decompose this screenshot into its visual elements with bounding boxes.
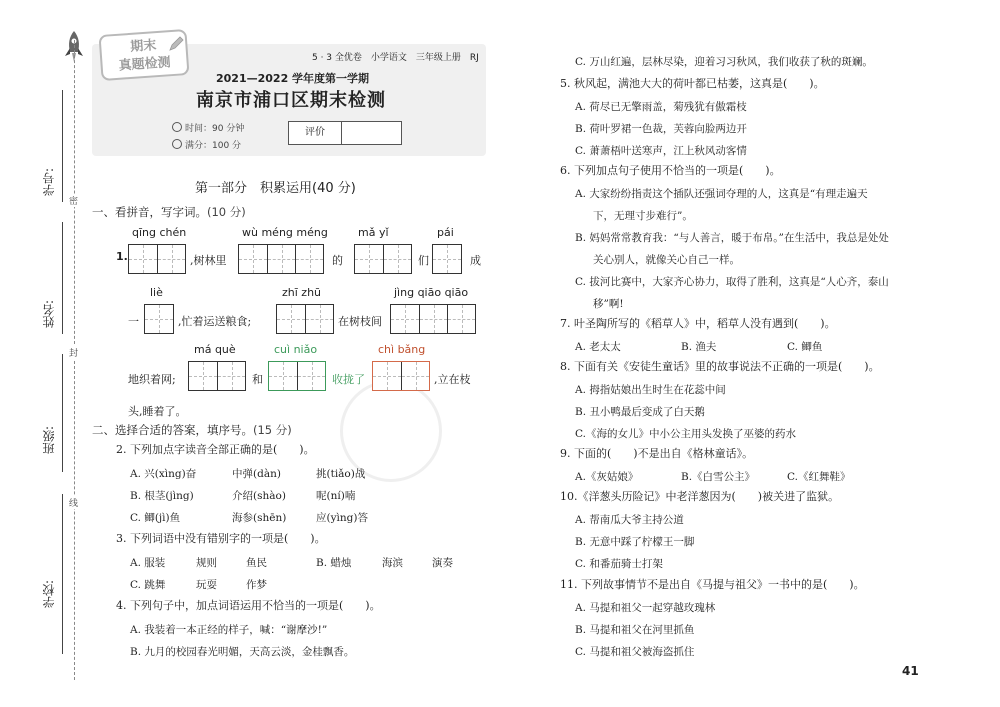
q2-option: B. 根茎(jìng) [130,490,194,502]
q6-option: C. 拔河比赛中，大家齐心协力，取得了胜利，这真是“人心齐，泰山 [575,276,889,288]
q3-stem: 3. 下列词语中没有错别字的一项是( )。 [116,532,326,545]
q10-option: C. 和番茄骑士打架 [575,558,663,570]
badge-line-1: 期末 [129,38,157,55]
name-line [62,222,63,334]
q2-option: 应(yìng)答 [316,512,368,524]
pinyin-pai: pái [437,226,454,239]
student-id-line [62,90,63,202]
q8-option: C.《海的女儿》中小公主用头发换了巫婆的药水 [575,428,796,440]
q7-stem: 7. 叶圣陶所写的《稻草人》中，稻草人没有遇到( )。 [560,317,836,330]
q2-option: 介绍(shào) [232,490,286,502]
seal-mark-xian: 线 [69,496,78,509]
q5-option: C. 萧萧梧叶送寒声，江上秋风动客情 [575,145,747,157]
q6-option: 移”啊! [593,298,624,310]
section2-points: (15 分) [253,423,292,437]
q2-option: 挑(tiǎo)战 [316,468,366,480]
pinyin-jingqiaoqiao: jìng qiāo qiāo [394,286,469,299]
q7-option: B. 渔夫 [681,341,717,353]
q1-number-text: 1. [116,250,128,263]
q3-option: 规则 [196,557,217,569]
exam-time-text: 时间：90 分钟 [185,124,245,134]
q9-option: A.《灰姑娘》 [575,471,639,483]
q6-option: 下，无理寸步难行”。 [593,210,693,222]
q2-option: 呢(ní)喃 [316,490,356,502]
pinyin-wumengmeng: wù méng méng [242,226,328,239]
q4-option: C. 万山红遍，层林尽染，迎着习习秋风，我们收获了秋的斑斓。 [575,56,873,68]
text-shoulongle: 收拢了 [332,373,365,386]
badge-line-2: 真题检测 [118,55,172,74]
q9-option: B.《白雪公主》 [681,471,756,483]
q8-stem: 8. 下面有关《安徒生童话》里的故事说法不正确的一项是( )。 [560,360,880,373]
q11-stem: 11. 下列故事情节不是出自《马提与祖父》一书中的是( )。 [560,578,865,591]
q3-option: A. 服装 [130,557,166,569]
q2-option: 中弹(dàn) [232,468,281,480]
part1-title: 第一部分 积累运用(40 分) [195,181,356,196]
seal-mark-feng: 封 [69,346,78,359]
text-cheng: 成 [470,254,481,267]
q10-option: A. 帮南瓜大爷主持公道 [575,514,684,526]
answer-grid-cuiniao[interactable] [268,361,326,391]
answer-grid-jingqiaoqiao[interactable] [390,304,476,334]
student-id-label: 学号: [42,168,56,197]
q11-option: C. 马提和祖父被海盗抓住 [575,646,695,658]
section2-title [92,422,292,438]
q5-option: B. 荷叶罗裙一色裁，芙蓉向脸两边开 [575,123,747,135]
section2-title-text: 二、选择合适的答案，填序号。 [92,423,253,437]
q3-option: B. 蜡烛 [316,557,352,569]
pencil-icon [168,36,184,55]
text-men: 们 [418,254,429,267]
text-shuizhele: 头,睡着了。 [128,405,187,418]
exam-score-text: 满分：100 分 [185,141,242,151]
class-line [62,354,63,472]
q7-option: C. 鲫鱼 [787,341,823,353]
pinyin-mayi: mǎ yǐ [358,226,389,239]
text-shuzhijian: 在树枝间 [338,315,382,328]
text-de: 的 [332,254,343,267]
q2-option: 海参(shēn) [232,512,287,524]
answer-grid-chibang[interactable] [372,361,430,391]
text-shulinli: ,树林里 [190,254,227,267]
q10-option: B. 无意中踩了柠檬王一脚 [575,536,695,548]
text-he: 和 [252,373,263,386]
q3-option: 鱼民 [246,557,267,569]
check-circle-icon [172,139,182,149]
pinyin-cuiniao: cuì niǎo [274,343,318,356]
series-line: 5 · 3 全优卷 小学语文 三年级上册 RJ [312,53,479,63]
q6-option: B. 妈妈常常教育我：“与人善言，暖于布帛。”在生活中，我总是处处 [575,232,889,244]
name-label: 姓名: [42,300,56,329]
q4-option: B. 九月的校园春光明媚，天高云淡，金桂飘香。 [130,646,355,658]
q3-option: 海滨 [382,557,403,569]
answer-grid-zhizhu[interactable] [276,304,334,334]
school-label: 学校: [42,580,56,609]
text-yi: 一 [128,315,139,328]
evaluation-box [288,121,402,145]
q3-option: 玩耍 [196,579,217,591]
q6-option: 关心别人，就像关心自己一样。 [593,254,740,266]
q8-option: B. 丑小鸭最后变成了白天鹅 [575,406,705,418]
q1-number [116,250,128,264]
q7-option: A. 老太太 [575,341,621,353]
q5-option: A. 荷尽已无擎雨盖，菊残犹有傲霜枝 [575,101,747,113]
q6-option: A. 大家纷纷指责这个插队还强词夺理的人，这真是“有理走遍天 [575,188,868,200]
answer-grid-mayi[interactable] [354,244,412,274]
answer-grid-wumengmeng[interactable] [238,244,324,274]
q4-option: A. 我装着一本正经的样子，喊：“谢摩沙!” [130,624,328,636]
q6-stem: 6. 下列加点句子使用不恰当的一项是( )。 [560,164,781,177]
binding-line [74,40,75,680]
class-label: 班级: [42,426,56,455]
text-yunsong: ,忙着运送粮食; [178,315,252,328]
q8-option: A. 拇指姑娘出生时生在花蕊中间 [575,384,726,396]
q9-option: C.《红舞鞋》 [787,471,851,483]
page-number: 41 [902,664,919,678]
school-line [62,494,63,654]
exam-score [172,138,241,151]
pinyin-lie: liè [150,286,163,299]
section1-title-text: 一、看拼音，写字词。 [92,205,207,219]
q9-stem: 9. 下面的( )不是出自《格林童话》。 [560,447,754,460]
text-lizaizhi: ,立在枝 [434,373,471,386]
section1-points: (10 分) [207,205,246,219]
q3-option: C. 跳舞 [130,579,166,591]
q10-stem: 10.《洋葱头历险记》中老洋葱因为( )被关进了监狱。 [560,490,840,503]
section1-title [92,204,246,220]
exam-year: 2021—2022 学年度第一学期 [216,72,370,85]
clock-icon [172,122,182,132]
q3-option: 演奏 [432,557,453,569]
q3-option: 作梦 [246,579,267,591]
pinyin-chibang: chì bǎng [378,343,426,356]
answer-grid-lie[interactable] [144,304,174,334]
q11-option: A. 马提和祖父一起穿越玫瑰林 [575,602,716,614]
text-zhizhewang: 地织着网; [128,373,176,386]
q4-stem: 4. 下列句子中，加点词语运用不恰当的一项是( )。 [116,599,381,612]
q2-option: A. 兴(xìng)奋 [130,468,197,480]
q2-stem: 2. 下列加点字读音全部正确的是( )。 [116,443,315,456]
evaluation-field[interactable] [342,122,401,144]
pinyin-zhizhu: zhī zhū [282,286,322,299]
pinyin-maque: má què [194,343,236,356]
exam-title: 南京市浦口区期末检测 [196,90,386,111]
seal-mark-mi: 密 [69,194,78,207]
q5-stem: 5. 秋风起，满池大大的荷叶都已枯萎，这真是( )。 [560,77,825,90]
answer-grid-qingchen[interactable] [128,244,186,274]
answer-grid-maque[interactable] [188,361,246,391]
q11-option: B. 马提和祖父在河里抓鱼 [575,624,695,636]
answer-grid-pai[interactable] [432,244,462,274]
pinyin-qingchen: qīng chén [132,226,187,239]
q2-option: C. 鲫(jì)鱼 [130,512,181,524]
evaluation-label: 评价 [289,122,342,144]
exam-time [172,121,244,134]
